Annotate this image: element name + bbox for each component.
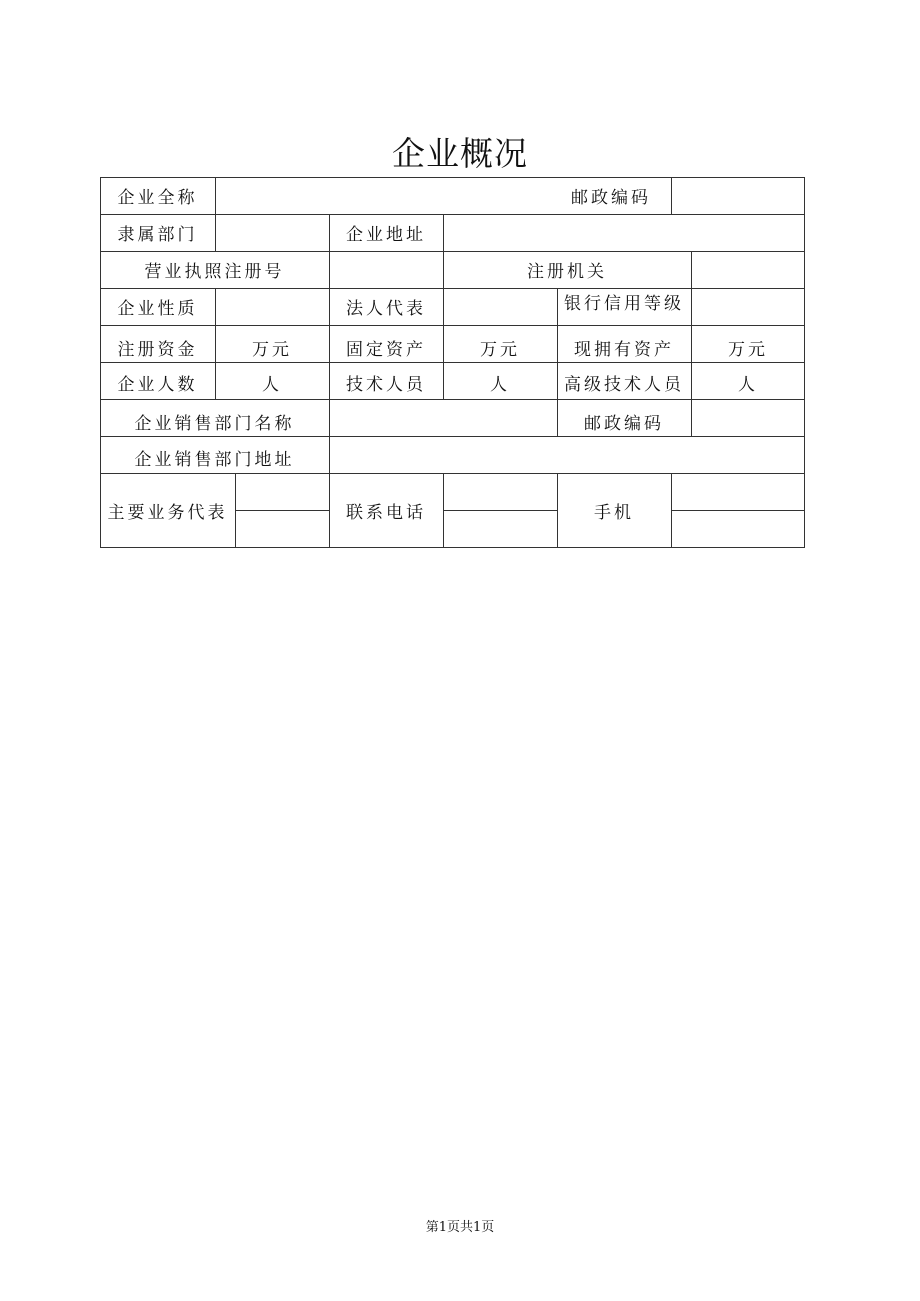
registration-authority-field[interactable] (691, 251, 805, 288)
contact-phone-field-2[interactable] (443, 510, 557, 548)
page-title: 企业概况 (392, 134, 528, 173)
bank-credit-rating-field[interactable] (691, 288, 805, 325)
page-footer: 第1页共1页 (425, 1220, 495, 1235)
representative-field-1[interactable] (235, 473, 329, 510)
contact-phone-field-1[interactable] (443, 473, 557, 510)
label-registered-capital: 注册资金 (117, 340, 198, 360)
label-sales-postal-code: 邮政编码 (584, 414, 664, 434)
technical-staff-unit[interactable]: 人 (490, 375, 510, 395)
postal-code-field[interactable] (671, 177, 805, 214)
mobile-field-2[interactable] (671, 510, 805, 548)
registered-capital-unit[interactable]: 万元 (252, 340, 292, 360)
label-employee-count: 企业人数 (117, 375, 198, 395)
company-overview-form (100, 177, 805, 548)
sales-department-address-field[interactable] (329, 436, 805, 473)
legal-representative-field[interactable] (443, 288, 557, 325)
fixed-assets-unit[interactable]: 万元 (480, 340, 520, 360)
company-address-field[interactable] (443, 214, 805, 251)
mobile-field-1[interactable] (671, 473, 805, 510)
current-assets-unit[interactable]: 万元 (728, 340, 768, 360)
label-bank-credit-rating: 银行信用等级 (564, 293, 684, 314)
label-affiliated-department: 隶属部门 (117, 225, 198, 245)
label-senior-technical-staff: 高级技术人员 (564, 375, 684, 395)
label-current-assets: 现拥有资产 (574, 340, 674, 360)
label-registration-authority: 注册机关 (527, 262, 607, 282)
affiliated-department-field[interactable] (215, 214, 329, 251)
senior-technical-staff-unit[interactable]: 人 (738, 375, 758, 395)
company-full-name-field[interactable] (215, 177, 671, 214)
label-company-full-name: 企业全称 (117, 188, 198, 208)
label-fixed-assets: 固定资产 (346, 340, 426, 360)
label-technical-staff: 技术人员 (346, 375, 426, 395)
business-license-no-field[interactable] (329, 251, 443, 288)
representative-field-2[interactable] (235, 510, 329, 548)
label-postal-code: 邮政编码 (571, 188, 651, 208)
sales-postal-code-field[interactable] (691, 399, 805, 436)
label-sales-department-name: 企业销售部门名称 (134, 414, 295, 434)
label-business-license-no: 营业执照注册号 (144, 262, 285, 282)
label-sales-department-address: 企业销售部门地址 (134, 450, 295, 470)
label-legal-representative: 法人代表 (346, 299, 426, 319)
employee-count-unit[interactable]: 人 (262, 375, 282, 395)
sales-department-name-field[interactable] (329, 399, 557, 436)
label-company-address: 企业地址 (346, 225, 426, 245)
company-nature-field[interactable] (215, 288, 329, 325)
label-main-business-representative: 主要业务代表 (107, 503, 228, 523)
label-mobile: 手机 (594, 503, 634, 523)
label-company-nature: 企业性质 (117, 299, 198, 319)
label-contact-phone: 联系电话 (346, 503, 426, 523)
